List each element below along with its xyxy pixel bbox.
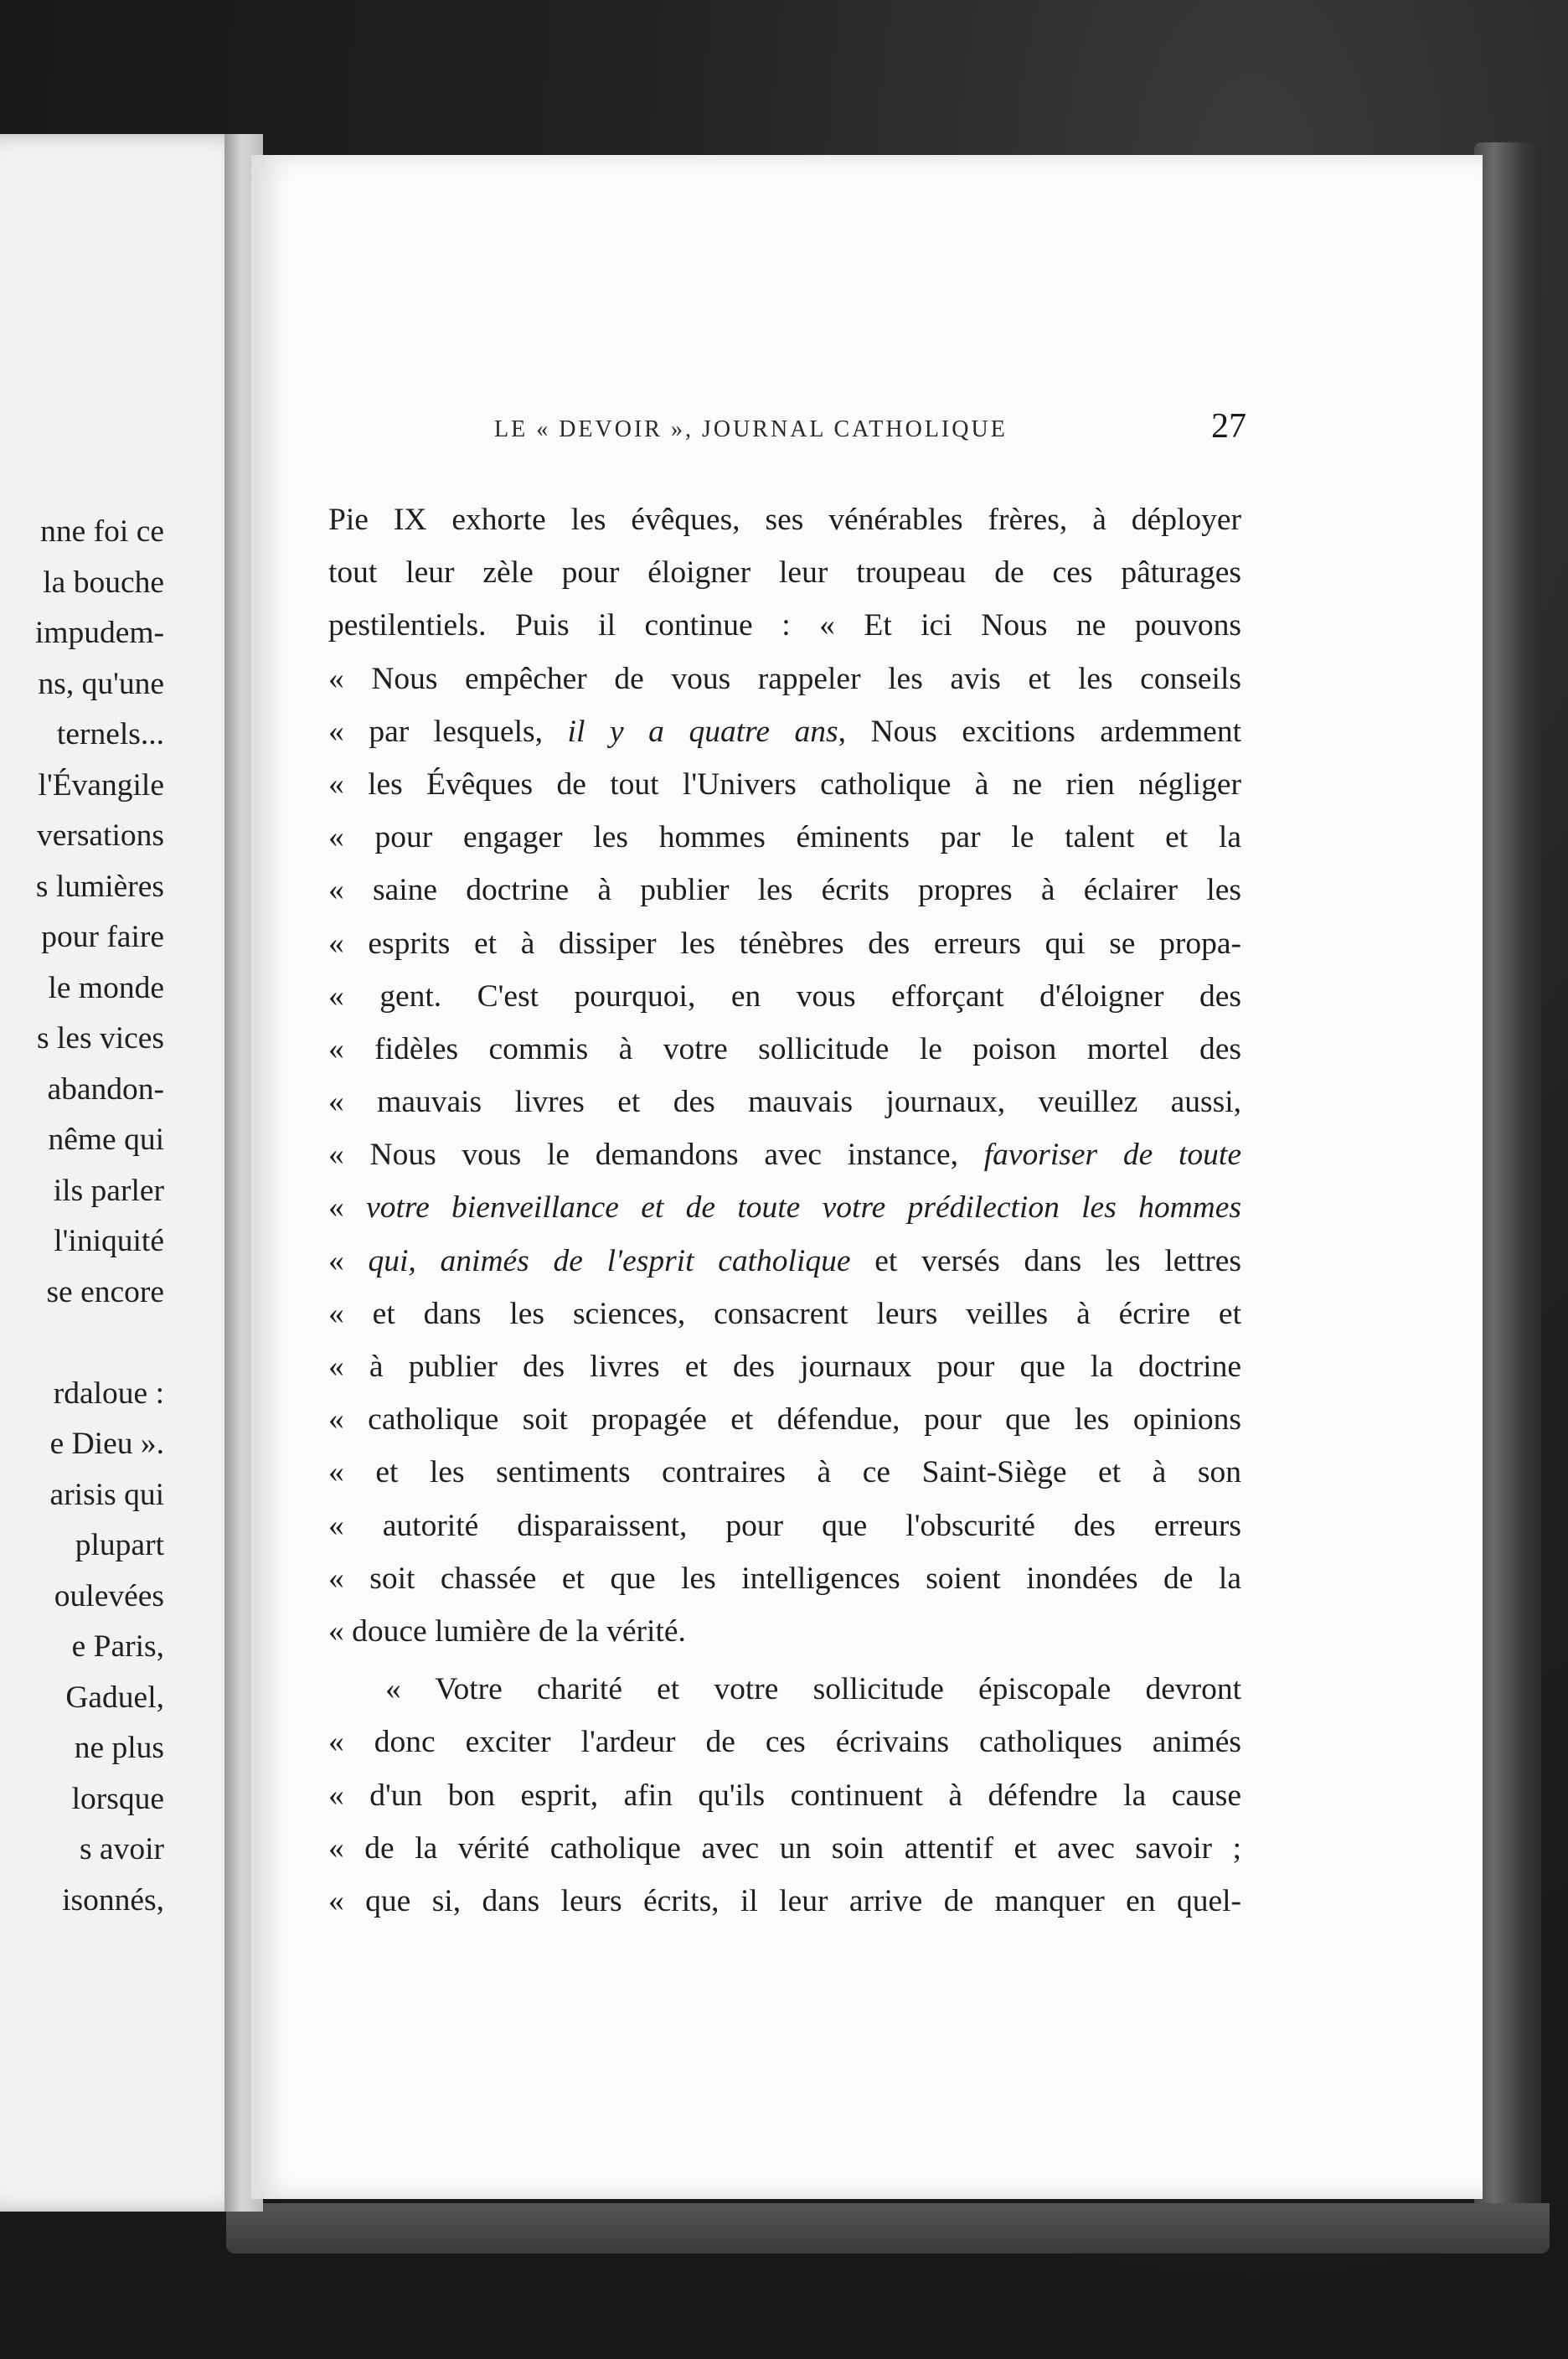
text-segment: « esprits et à dissiper les ténèbres des erreurs qui se propa-: [328, 926, 1241, 961]
text-line: [328, 1340, 1241, 1393]
left-line: s les vices: [36, 1021, 164, 1056]
text-segment: Pie IX exhorte les évêques, ses vénérables frères, à déployer: [328, 503, 1241, 537]
left-line: ns, qu'une: [38, 666, 164, 701]
text-line: « donc exciter l'ardeur de ces écrivains catholiques animés: [328, 1725, 1241, 1760]
text-segment: tout leur zèle pour éloigner leur troupeau de ces pâturages: [328, 555, 1241, 591]
left-line: se encore: [46, 1274, 164, 1309]
text-line: [328, 1128, 1241, 1181]
left-line: ternels...: [56, 717, 164, 751]
text-line: [328, 811, 1241, 864]
left-line: abandon-: [47, 1071, 164, 1107]
text-segment: « par lesquels,: [328, 714, 568, 749]
text-segment: et versés dans les lettres: [850, 1243, 1241, 1278]
paragraph-1: [328, 493, 1241, 1658]
text-line: [328, 546, 1241, 599]
left-line: s lumières: [35, 869, 164, 904]
text-segment: « saine doctrine à publier les écrits propres à éclairer les: [328, 873, 1241, 908]
left-facing-page: [0, 134, 251, 2212]
left-line: la bouche: [43, 565, 164, 600]
text-line: « de la vérité catholique avec un soin attentif et avec savoir ;: [328, 1830, 1241, 1866]
left-line: nne foi ce: [40, 514, 164, 549]
left-line: impudem-: [34, 616, 164, 650]
left-line: versations: [36, 818, 164, 853]
italic-segment: qui, animés de l'esprit catholique: [368, 1243, 851, 1278]
left-page-text: [0, 507, 164, 1926]
left-line: e Paris,: [71, 1629, 164, 1664]
running-head: LE « DEVOIR », JOURNAL CATHOLIQUE: [494, 416, 1008, 442]
text-segment: , Nous excitions ardemment: [838, 714, 1241, 749]
text-line: [328, 1446, 1241, 1499]
text-line: [328, 599, 1241, 652]
left-line: nême qui: [48, 1123, 164, 1157]
left-line: Gaduel,: [65, 1680, 164, 1715]
text-line: [328, 1288, 1241, 1340]
text-line: [328, 970, 1241, 1023]
text-segment: « mauvais livres et des mauvais journaux, veuillez aussi,: [328, 1085, 1241, 1120]
left-line: plupart: [75, 1528, 164, 1562]
left-line: [0, 1318, 164, 1369]
left-line: isonnés,: [62, 1882, 164, 1918]
paragraph-2: [328, 1663, 1241, 1928]
left-line: s avoir: [79, 1832, 164, 1866]
text-segment: « gent. C'est pourquoi, en vous efforçant d'éloigner des: [328, 978, 1241, 1014]
page-number: 27: [1211, 407, 1246, 446]
text-segment: « douce lumière de la vérité.: [328, 1613, 686, 1649]
text-segment: «: [328, 1190, 367, 1226]
text-segment: « fidèles commis à votre sollicitude le poison mortel des: [328, 1031, 1241, 1066]
left-line: oulevées: [54, 1578, 164, 1613]
text-line: [328, 917, 1241, 970]
body-text: [328, 493, 1241, 1928]
left-line: rdaloue :: [53, 1376, 164, 1411]
text-segment: « et les sentiments contraires à ce Saint-Siège et à son: [328, 1455, 1241, 1490]
left-line: lorsque: [71, 1781, 164, 1816]
italic-segment: favoriser de toute: [983, 1138, 1241, 1173]
text-line: [328, 758, 1241, 811]
text-line: [328, 1235, 1241, 1288]
text-segment: « à publier des livres et des journaux pour que la doctrine: [328, 1350, 1241, 1384]
text-segment: « catholique soit propagée et défendue, pour que les opinions: [328, 1402, 1241, 1438]
left-line: ne plus: [74, 1731, 164, 1765]
text-segment: « soit chassée et que les intelligences soient inondées de la: [328, 1561, 1241, 1596]
right-page: [251, 155, 1483, 2199]
book-cover-edge: [1474, 142, 1541, 2228]
text-line: « d'un bon esprit, afin qu'ils continuent à défendre la cause: [328, 1778, 1241, 1813]
book-cover-bottom-edge: [226, 2203, 1550, 2253]
left-line: ils parler: [53, 1173, 164, 1208]
italic-segment: il y a quatre ans: [567, 714, 838, 749]
text-segment: «: [328, 1243, 369, 1278]
text-line: « que si, dans leurs écrits, il leur arrive de manquer en quel-: [328, 1883, 1241, 1918]
left-line: l'iniquité: [54, 1224, 164, 1258]
text-line: [328, 1552, 1241, 1605]
left-line: pour faire: [41, 920, 164, 954]
text-segment: « Nous vous le demandons avec instance,: [328, 1138, 984, 1173]
left-line: le monde: [48, 970, 164, 1005]
text-line: [328, 864, 1241, 916]
text-line: [328, 1023, 1241, 1076]
text-line: [328, 653, 1241, 705]
italic-segment: votre bienveillance et de toute votre prédilection les hommes: [366, 1190, 1241, 1226]
text-line: [328, 1605, 1241, 1658]
left-line: e Dieu ».: [49, 1427, 164, 1461]
text-segment: « les Évêques de tout l'Univers catholique à ne rien négliger: [328, 767, 1241, 802]
text-line: [328, 1076, 1241, 1128]
text-segment: « autorité disparaissent, pour que l'obscurité des erreurs: [328, 1508, 1241, 1543]
left-line: l'Évangile: [38, 767, 164, 803]
text-segment: « pour engager les hommes éminents par le talent et la: [328, 820, 1241, 855]
left-line: arisis qui: [49, 1477, 164, 1512]
text-line: [328, 1393, 1241, 1446]
text-line: [328, 705, 1241, 758]
text-segment: pestilentiels. Puis il continue : « Et ici Nous ne pouvons: [328, 608, 1241, 643]
text-segment: « et dans les sciences, consacrent leurs veilles à écrire et: [328, 1296, 1241, 1331]
text-line: [328, 1181, 1241, 1234]
text-segment: « Nous empêcher de vous rappeler les avis et les conseils: [328, 661, 1241, 696]
text-line: [328, 1500, 1241, 1552]
text-line: « Votre charité et votre sollicitude épiscopale devront: [385, 1672, 1241, 1707]
text-line: [328, 493, 1241, 546]
